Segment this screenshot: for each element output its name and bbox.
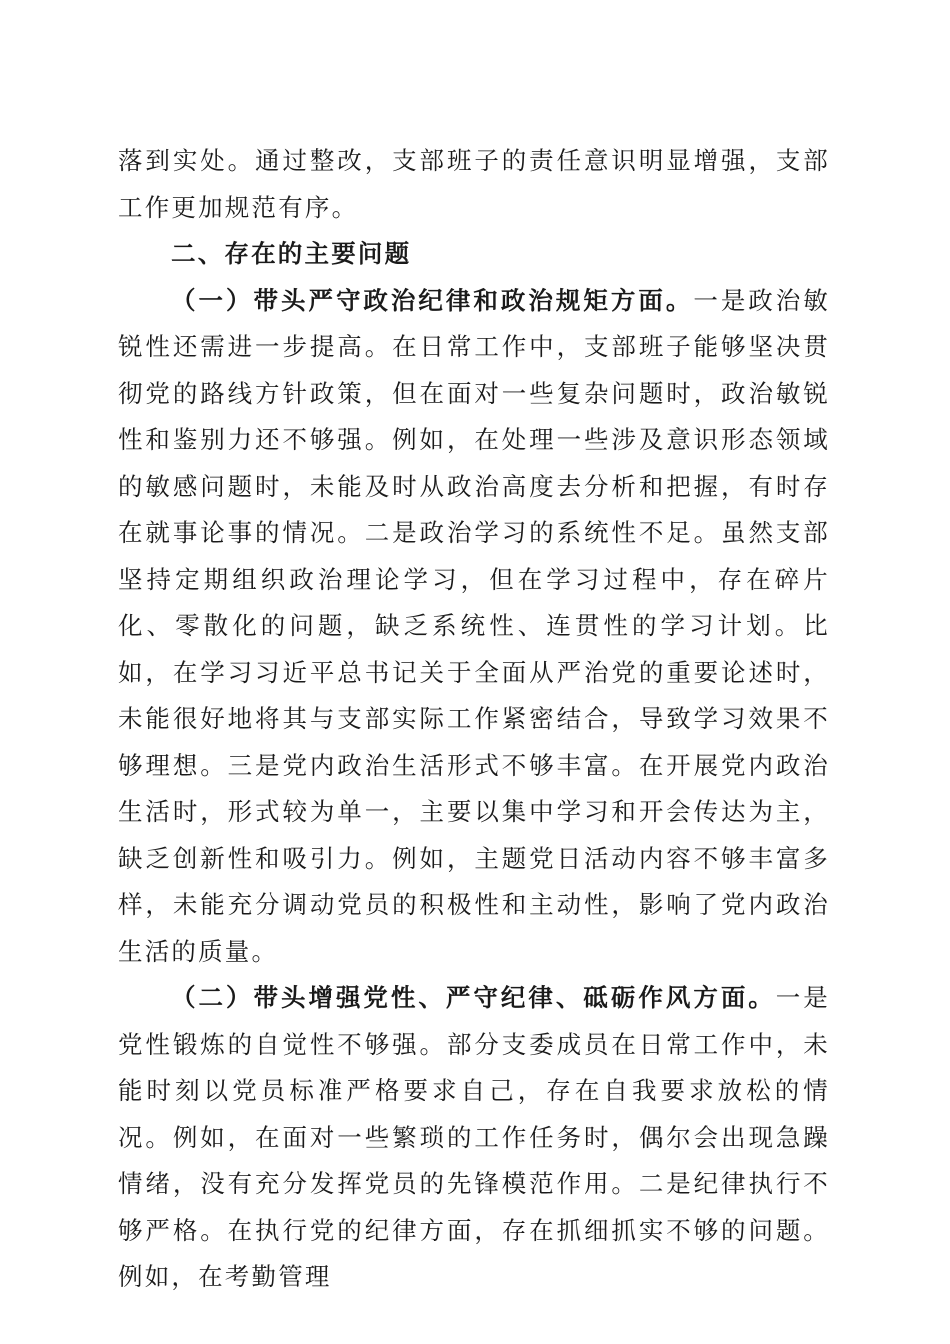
section-heading: 二、存在的主要问题 [171, 239, 412, 268]
item-1-body: 一是政治敏锐性还需进一步提高。在日常工作中，支部班子能够坚决贯彻党的路线方针政策，但在面对一些复杂问题时，政治敏锐性和鉴别力还不够强。例如，在处理一些涉及意识形态领域的敏感问题时，未能及时从政治高度去分析和把握，有时存在就事论事的情况。二是政治学习的系统性不足。虽然支部坚持定期组织政治理论学习，但在学习过程中，存在碎片化、零散化的问题，缺乏系统性、连贯性的学习计划。比如，在学习习近平总书记关于全面从严治党的重要论述时，未能很好地将其与支部实际工作紧密结合，导致学习效果不够理想。三是党内政治生活形式不够丰富。在开展党内政治生活时，形式较为单一，主要以集中学习和开会传达为主，缺乏创新性和吸引力。例如，主题党日活动内容不够丰富多样，未能充分调动党员的积极性和主动性，影响了党内政治生活的质量。 [118, 285, 830, 966]
document-body [118, 138, 830, 1301]
paragraph-item-1 [118, 278, 830, 976]
item-2-body: 一是党性锻炼的自觉性不够强。部分支委成员在日常工作中，未能时刻以党员标准严格要求自己，存在自我要求放松的情况。例如，在面对一些繁琐的工作任务时，偶尔会出现急躁情绪，没有充分发挥党员的先锋模范作用。二是纪律执行不够严格。在执行党的纪律方面，存在抓细抓实不够的问题。例如，在考勤管理 [118, 983, 830, 1291]
item-1-lead: （一）带头严守政治纪律和政治规矩方面。 [171, 285, 694, 315]
paragraph-continuation: 落到实处。通过整改，支部班子的责任意识明显增强，支部工作更加规范有序。 [118, 146, 830, 222]
paragraph-item-2 [118, 975, 830, 1301]
item-2-lead: （二）带头增强党性、严守纪律、砥砺作风方面。 [171, 983, 776, 1012]
